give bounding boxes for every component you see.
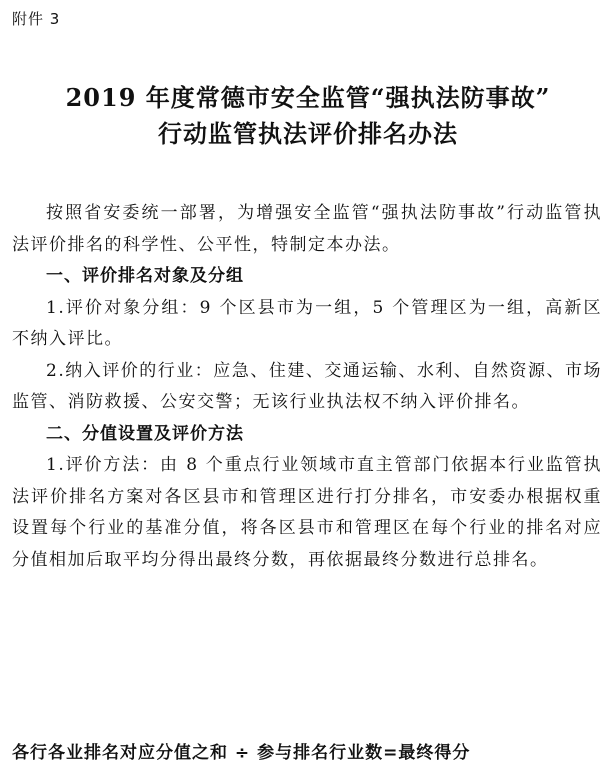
document-title-line-1: 2019 年度常德市安全监管“强执法防事故” (65, 83, 551, 112)
document-body (0, 198, 616, 576)
section-2-heading: 二、分值设置及评价方法 (46, 423, 244, 444)
document-title-line-2: 行动监管执法评价排名办法 (158, 119, 458, 148)
section-1-item-1: 1.评价对象分组：9 个区县市为一组，5 个管理区为一组，高新区不纳入评比。 (12, 297, 602, 349)
section-2-item-1: 1.评价方法：由 8 个重点行业领域市直主管部门依据本行业监管执法评价排名方案对各区县市和管理区进行打分排名，市安委办根据权重设置每个行业的基准分值，将各区县市和管理区在每个行业的排名对应分值相加后取平均分得出最终分数，再依据最终分数进行总排名。 (12, 455, 602, 570)
section-1-item-2: 2.纳入评价的行业：应急、住建、交通运输、水利、自然资源、市场监管、消防救援、公安交警；无该行业执法权不纳入评价排名。 (12, 360, 602, 412)
section-1-heading: 一、评价排名对象及分组 (46, 266, 244, 286)
scoring-formula: 各行各业排名对应分值之和 ÷ 参与排名行业数=最终得分 (12, 743, 471, 763)
intro-paragraph: 按照省安委统一部署，为增强安全监管“强执法防事故”行动监管执法评价排名的科学性、公平性，特制定本办法。 (12, 203, 602, 255)
attachment-label: 附件 3 (12, 10, 61, 28)
